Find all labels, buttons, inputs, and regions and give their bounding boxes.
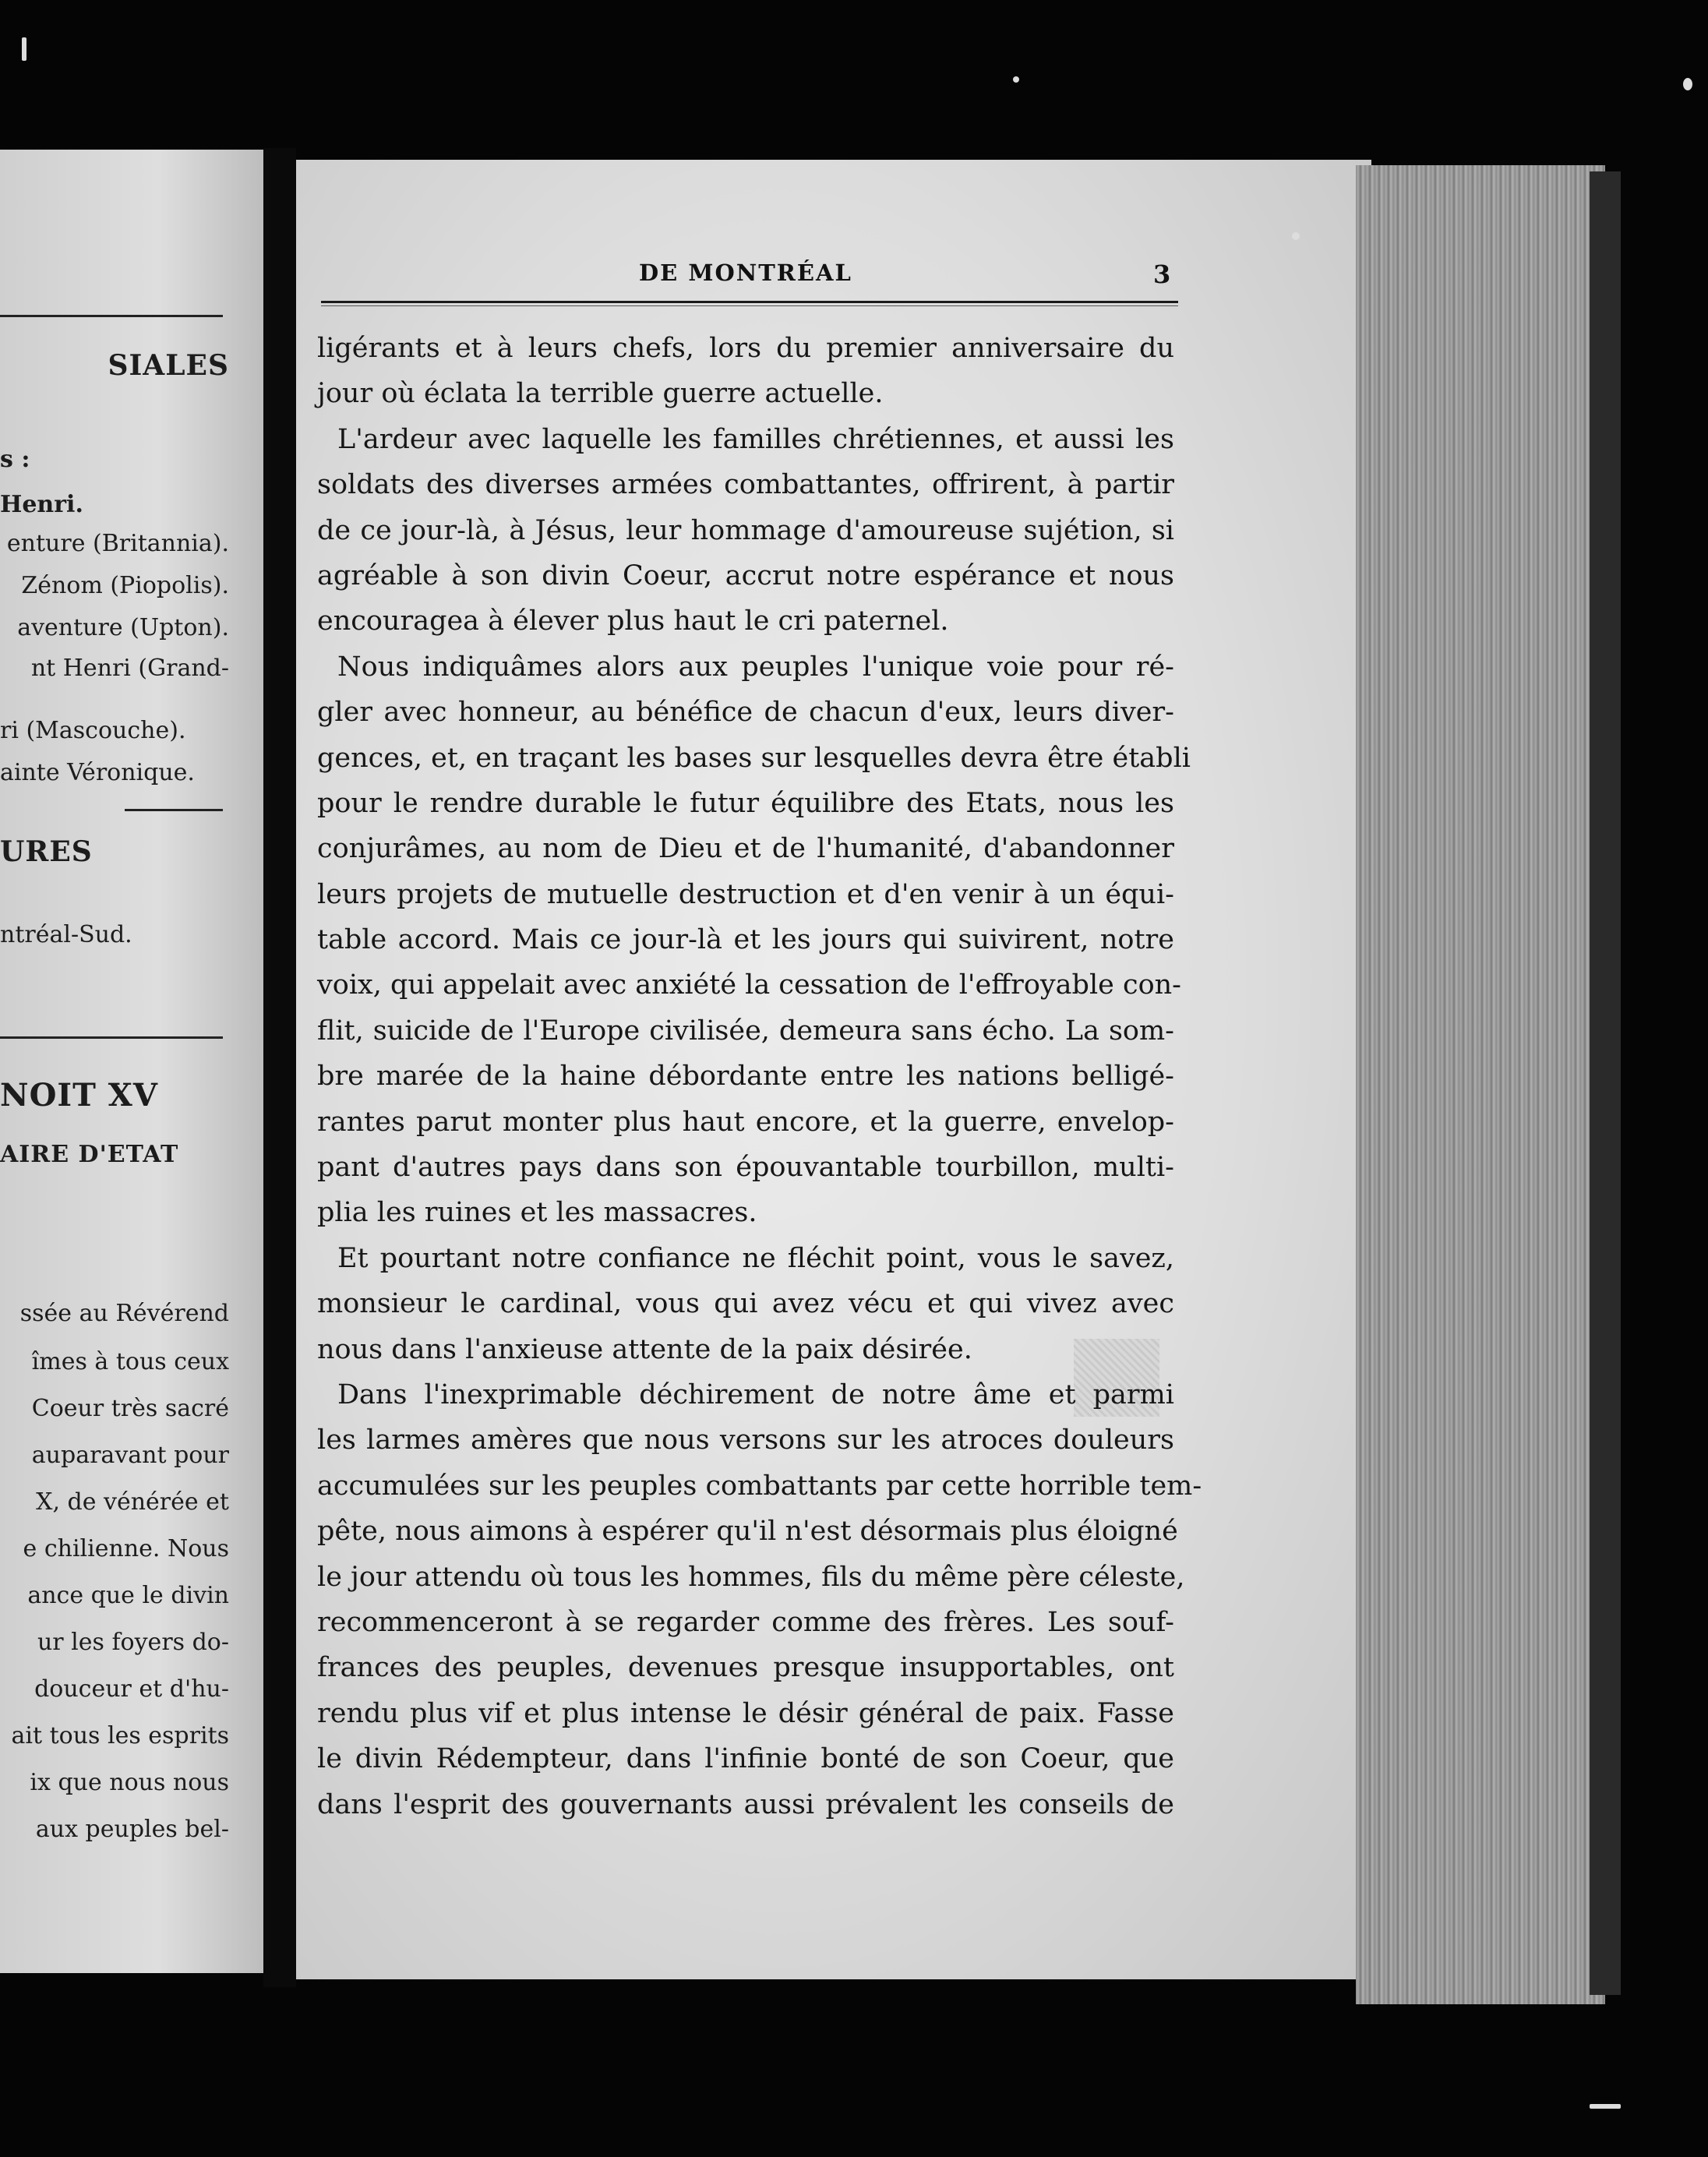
text-line: plia les ruines et les massacres. [317, 1197, 757, 1229]
film-scratch [22, 37, 26, 61]
text-line: frances des peuples, devenues presque insupportables, ont [317, 1652, 1174, 1684]
text-line: dans l'esprit des gouvernants aussi prévalent les conseils de [317, 1788, 1174, 1820]
text-line: pête, nous aimons à espérer qu'il n'est désormais plus éloigné [317, 1516, 1178, 1548]
left-line: X, de vénérée et [36, 1488, 229, 1516]
text-line: pour le rendre durable le futur équilibre des Etats, nous les [317, 787, 1174, 819]
text-line: voix, qui appelait avec anxiété la cessation de l'effroyable con- [317, 969, 1182, 1001]
edge-shadow [1590, 171, 1621, 1995]
text-line: les larmes amères que nous versons sur les atroces douleurs [317, 1424, 1174, 1456]
left-heading: AIRE D'ETAT [0, 1141, 179, 1168]
text-line: le jour attendu où tous les hommes, fils du même père céleste, [317, 1561, 1185, 1593]
text-line: pant d'autres pays dans son épouvantable tourbillon, multi- [317, 1152, 1174, 1184]
left-line: auparavant pour [31, 1442, 229, 1469]
text-line: soldats des diverses armées combattantes, offrirent, à partir [317, 469, 1174, 501]
film-scratch [1590, 2104, 1621, 2109]
left-line: Henri. [0, 491, 83, 518]
text-line: Nous indiquâmes alors aux peuples l'unique voie pour ré- [337, 651, 1174, 683]
text-line: encouragea à élever plus haut le cri paternel. [317, 605, 949, 637]
left-page-text [0, 150, 234, 1973]
left-line: ssée au Révérend [19, 1300, 229, 1327]
text-line: le divin Rédempteur, dans l'infinie bonté de son Coeur, que [317, 1743, 1174, 1775]
left-line: ainte Véronique. [0, 759, 195, 786]
film-speck [1292, 232, 1300, 240]
text-line: jour où éclata la terrible guerre actuelle. [317, 378, 884, 410]
left-line: ait tous les esprits [11, 1722, 229, 1749]
text-line: leurs projets de mutuelle destruction et d'en venir à un équi- [317, 878, 1174, 910]
left-heading: SIALES [108, 349, 229, 382]
film-speck [1683, 78, 1692, 90]
text-line: de ce jour-là, à Jésus, leur hommage d'amoureuse sujétion, si [317, 514, 1174, 546]
text-line: Dans l'inexprimable déchirement de notre âme et parmi [337, 1379, 1174, 1410]
text-line: rantes parut monter plus haut encore, et la guerre, envelop- [317, 1106, 1174, 1138]
page-edges [1356, 165, 1605, 2004]
page-number: 3 [1153, 259, 1171, 289]
left-line: aux peuples bel- [35, 1816, 229, 1843]
left-line: îmes à tous ceux [31, 1348, 229, 1375]
left-page [0, 150, 263, 1973]
left-line: enture (Britannia). [6, 530, 229, 557]
text-line: agréable à son divin Coeur, accrut notre espérance et nous [317, 560, 1174, 591]
left-line: douceur et d'hu- [34, 1675, 229, 1703]
text-line: gences, et, en traçant les bases sur lesquelles devra être établi [317, 742, 1191, 774]
divider [125, 809, 223, 811]
divider [0, 315, 223, 317]
text-line: recommenceront à se regarder comme des frères. Les souf- [317, 1606, 1174, 1638]
text-line: nous dans l'anxieuse attente de la paix désirée. [317, 1333, 972, 1365]
text-line: L'ardeur avec laquelle les familles chrétiennes, et aussi les [337, 423, 1174, 455]
text-line: accumulées sur les peuples combattants par cette horrible tem- [317, 1470, 1202, 1502]
left-line: Coeur très sacré [31, 1395, 229, 1422]
left-heading: URES [0, 835, 93, 868]
left-line: ix que nous nous [30, 1769, 229, 1796]
text-line: bre marée de la haine débordante entre les nations belligé- [317, 1061, 1174, 1093]
text-line: Et pourtant notre confiance ne fléchit point, vous le savez, [337, 1242, 1174, 1274]
left-line: ri (Mascouche). [0, 717, 186, 744]
left-line: nt Henri (Grand- [30, 655, 229, 682]
text-line: monsieur le cardinal, vous qui avez vécu et qui vivez avec [317, 1288, 1174, 1320]
divider [0, 1036, 223, 1039]
left-line: e chilienne. Nous [23, 1535, 229, 1562]
text-line: rendu plus vif et plus intense le désir général de paix. Fasse [317, 1697, 1174, 1729]
book-gutter [263, 148, 296, 1987]
left-line: ance que le divin [27, 1582, 229, 1609]
left-line: ur les foyers do- [37, 1629, 229, 1656]
text-line: ligérants et à leurs chefs, lors du premier anniversaire du [317, 333, 1174, 364]
text-line: flit, suicide de l'Europe civilisée, demeura sans écho. La som- [317, 1015, 1174, 1047]
text-line: gler avec honneur, au bénéfice de chacun d'eux, leurs diver- [317, 697, 1174, 729]
body-text [317, 326, 1202, 1827]
left-line: ntréal-Sud. [0, 921, 132, 948]
left-line: Zénom (Piopolis). [21, 572, 229, 599]
text-line: conjurâmes, au nom de Dieu et de l'humanité, d'abandonner [317, 833, 1174, 865]
left-line: aventure (Upton). [17, 614, 229, 641]
header-rule [321, 305, 1178, 306]
left-line: s : [0, 446, 30, 473]
header-rule [321, 301, 1178, 303]
film-speck [1013, 76, 1019, 83]
left-heading: NOIT XV [0, 1077, 158, 1114]
running-head: DE MONTRÉAL [639, 259, 852, 286]
text-line: table accord. Mais ce jour-là et les jours qui suivirent, notre [317, 924, 1174, 956]
